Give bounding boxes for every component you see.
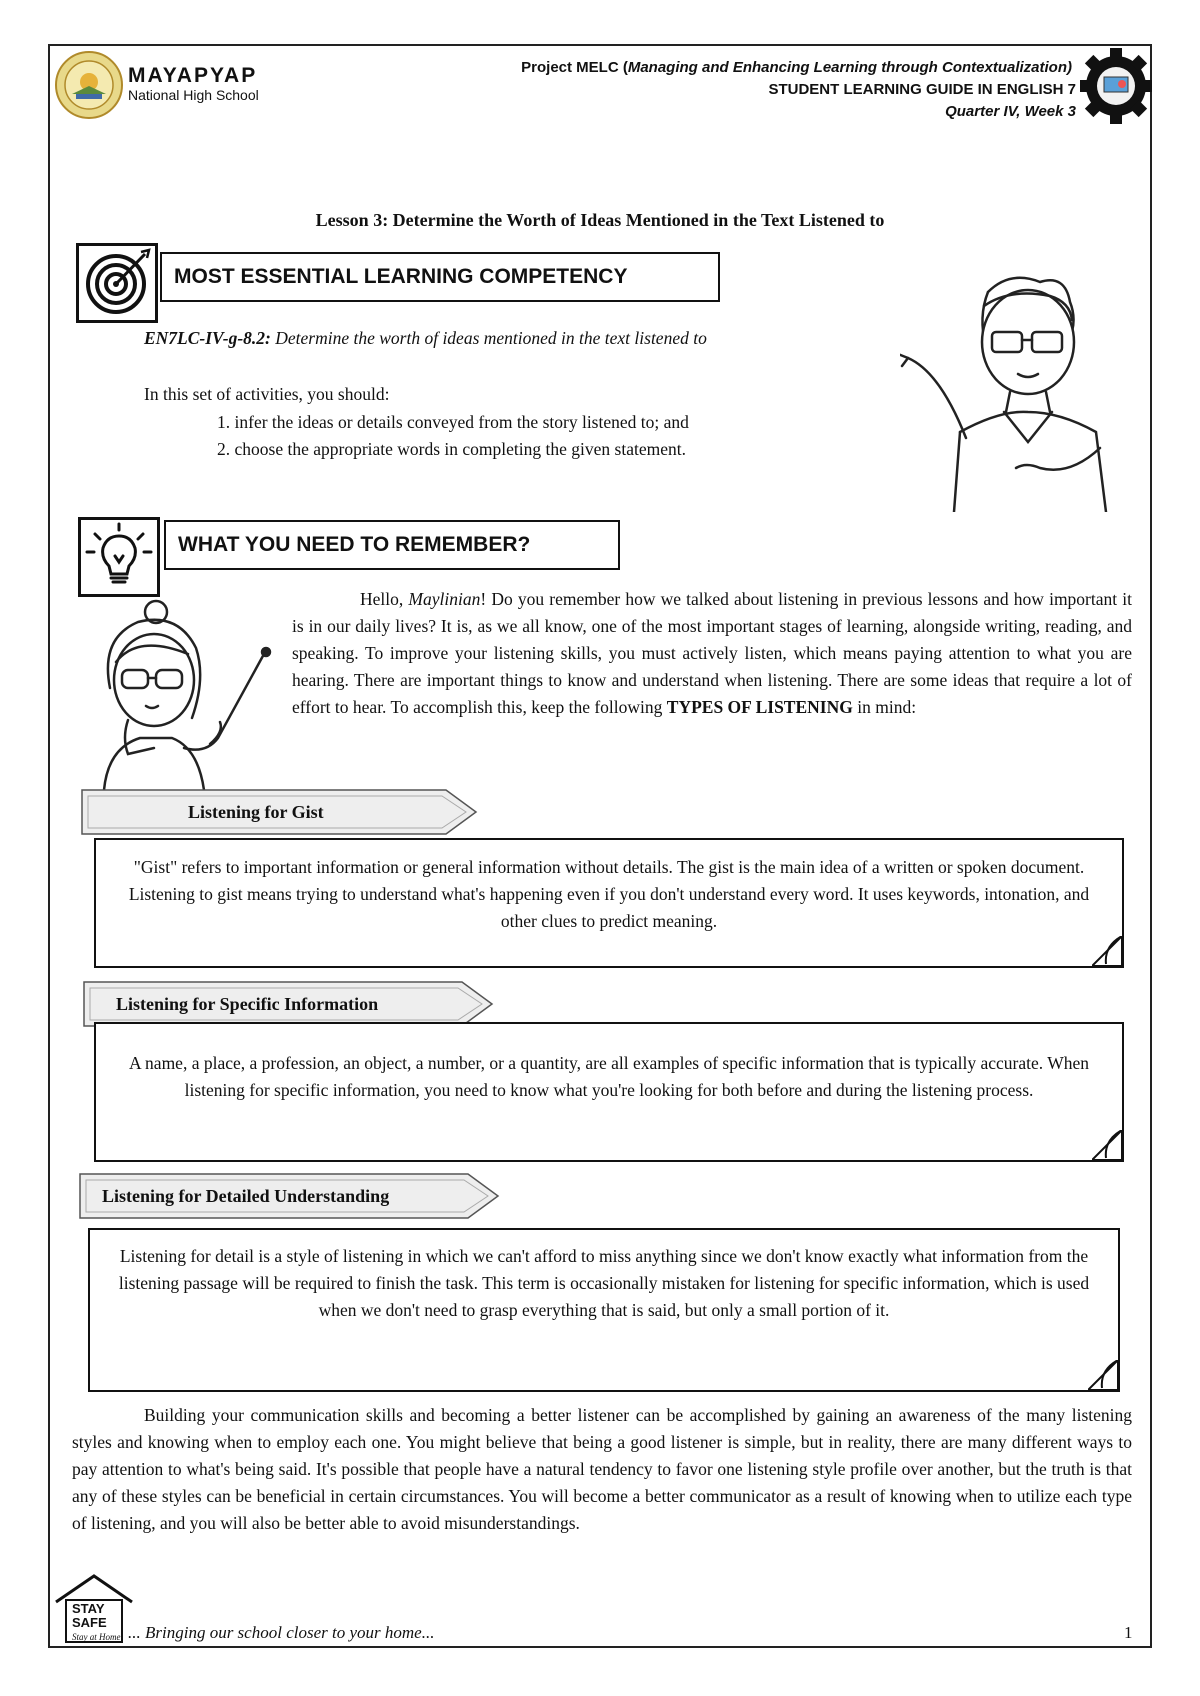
- detailed-understanding-card: Listening for detail is a style of listening in which we can't afford to miss anything since we don't know exactly what information from the listening passage will be required to finish the task. This term is occasionally mistaken for listening for specific information, which is used when we don't need to grasp everything that is said, but only a small portion of it.: [88, 1228, 1120, 1392]
- melc-banner: MOST ESSENTIAL LEARNING COMPETENCY: [160, 252, 720, 302]
- competency-statement: EN7LC-IV-g-8.2: Determine the worth of ideas mentioned in the text listened to: [144, 328, 707, 348]
- remember-icon-box: [78, 517, 160, 597]
- learner-name: Maylinian: [408, 589, 481, 609]
- lightbulb-icon: [81, 520, 157, 594]
- quarter-week: Quarter IV, Week 3: [945, 103, 1076, 120]
- gear-emblem-icon: [1080, 46, 1152, 126]
- project-line: Project MELC (Managing and Enhancing Learning through Contextualization): [521, 59, 1072, 76]
- specific-info-label: Listening for Specific Information: [116, 993, 379, 1014]
- lesson-title: Lesson 3: Determine the Worth of Ideas Mentioned in the Text Listened to: [315, 210, 885, 230]
- objective-item: 2. choose the appropriate words in completing the given statement.: [217, 439, 686, 459]
- gist-label: Listening for Gist: [188, 801, 324, 822]
- competency-code: EN7LC-IV-g-8.2:: [144, 328, 271, 348]
- school-seal-logo: [54, 50, 124, 120]
- detailed-understanding-label: Listening for Detailed Understanding: [102, 1185, 390, 1206]
- stay-safe-text: STAY SAFE Stay at Home: [72, 1601, 121, 1642]
- remember-intro-paragraph: Hello, Maylinian! Do you remember how we talked about listening in previous lessons and how important it is in our daily lives? It is, as we all know, one of the most important stages of learning, alongside writing, reading, and speaking. To improve your listening skills, you must actively listen, which means paying attention to what you are hearing. There are important things to know and understand when listening. There are some ideas that require a lot of effort to hear. To accomplish this, keep the following TYPES OF LISTENING in mind:: [292, 589, 1132, 717]
- school-name: MAYAPYAP: [128, 64, 258, 87]
- guide-title: STUDENT LEARNING GUIDE IN ENGLISH 7: [768, 81, 1076, 98]
- objective-item: 1. infer the ideas or details conveyed from the story listened to; and: [217, 412, 689, 432]
- closing-paragraph: Building your communication skills and becoming a better listener can be accomplished by gaining an awareness of the many listening styles and knowing when to employ each one. You might believe that being a good listener is simple, but in reality, there are many different ways to pay attention to what's being said. It's possible that people have a natural tendency to favor one listening style profile over another, but the truth is that any of these styles can be beneficial in certain circumstances. You will become a better communicator as a result of knowing when to utilize each type of listening, and you will also be better able to avoid misunderstandings.: [72, 1405, 1132, 1533]
- female-teacher-illustration: [88, 598, 298, 790]
- page-curl-icon: [1092, 936, 1124, 968]
- page-number: 1: [1124, 1623, 1133, 1642]
- footer-tagline: ... Bringing our school closer to your home...: [128, 1623, 435, 1642]
- melc-icon-box: [76, 243, 158, 323]
- page-curl-icon: [1088, 1360, 1120, 1392]
- gist-card: "Gist" refers to important information or general information without details. The gist is the main idea of a written or spoken document. Listening to gist means trying to understand what's happening even if you don't understand every word. It uses keywords, intonation, and other clues to predict meaning.: [94, 838, 1124, 968]
- specific-info-card: A name, a place, a profession, an object, a number, or a quantity, are all examples of specific information that is typically accurate. When listening for specific information, you need to know what you're looking for both before and during the listening process.: [94, 1022, 1124, 1162]
- target-icon: [79, 246, 155, 320]
- male-teacher-illustration: [900, 262, 1120, 512]
- school-subtitle: National High School: [128, 87, 259, 103]
- remember-banner: WHAT YOU NEED TO REMEMBER?: [164, 520, 620, 570]
- page-curl-icon: [1092, 1130, 1124, 1162]
- objectives-intro: In this set of activities, you should:: [144, 384, 390, 404]
